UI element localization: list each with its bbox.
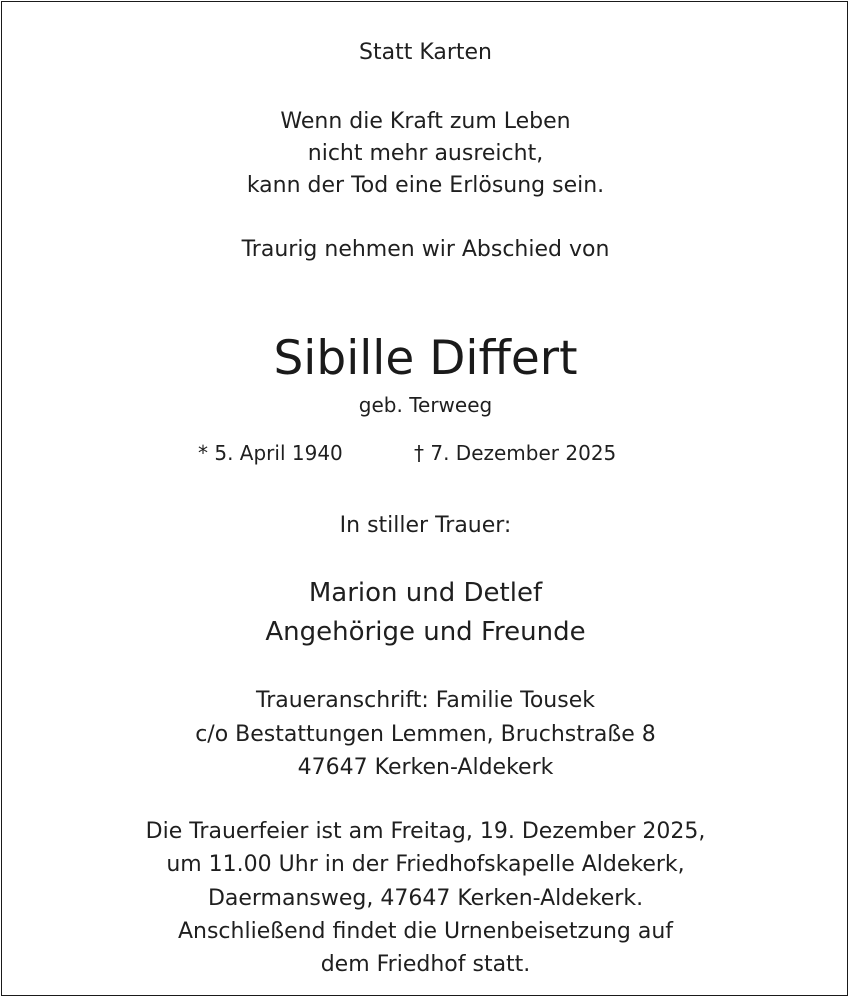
family-line-2: Angehörige und Freunde — [265, 617, 586, 647]
ceremony-line-3: Daermansweg, 47647 Kerken-Aldekerk. — [207, 886, 644, 911]
intro-text: Traurig nehmen wir Abschied von — [241, 237, 610, 262]
address-line-3: 47647 Kerken-Aldekerk — [297, 755, 554, 780]
birth-date: * 5. April 1940 — [198, 441, 343, 465]
ceremony-line-5: dem Friedhof statt. — [320, 952, 531, 977]
verse-line-1: Wenn die Kraft zum Leben — [280, 109, 571, 134]
address-line-2: c/o Bestattungen Lemmen, Bruchstraße 8 — [195, 722, 656, 747]
death-date: † 7. Dezember 2025 — [414, 441, 617, 465]
life-dates — [0, 438, 851, 468]
family-line-1: Marion und Detlef — [308, 578, 543, 608]
deceased-name: Sibille Differt — [273, 331, 578, 386]
verse-line-3: kann der Tod eine Erlösung sein. — [246, 173, 605, 198]
ceremony-line-4: Anschließend findet die Urnenbeisetzung auf — [177, 919, 674, 944]
ceremony-line-2: um 11.00 Uhr in der Friedhofskapelle Aldekerk, — [166, 852, 685, 877]
header-text: Statt Karten — [359, 40, 492, 65]
address-line-1: Traueranschrift: Familie Tousek — [256, 688, 595, 713]
maiden-name: geb. Terweeg — [358, 393, 493, 417]
verse-line-2: nicht mehr ausreicht, — [307, 141, 544, 166]
ceremony-line-1: Die Trauerfeier ist am Freitag, 19. Dezember 2025, — [145, 819, 706, 844]
mourning-intro: In stiller Trauer: — [339, 513, 512, 538]
